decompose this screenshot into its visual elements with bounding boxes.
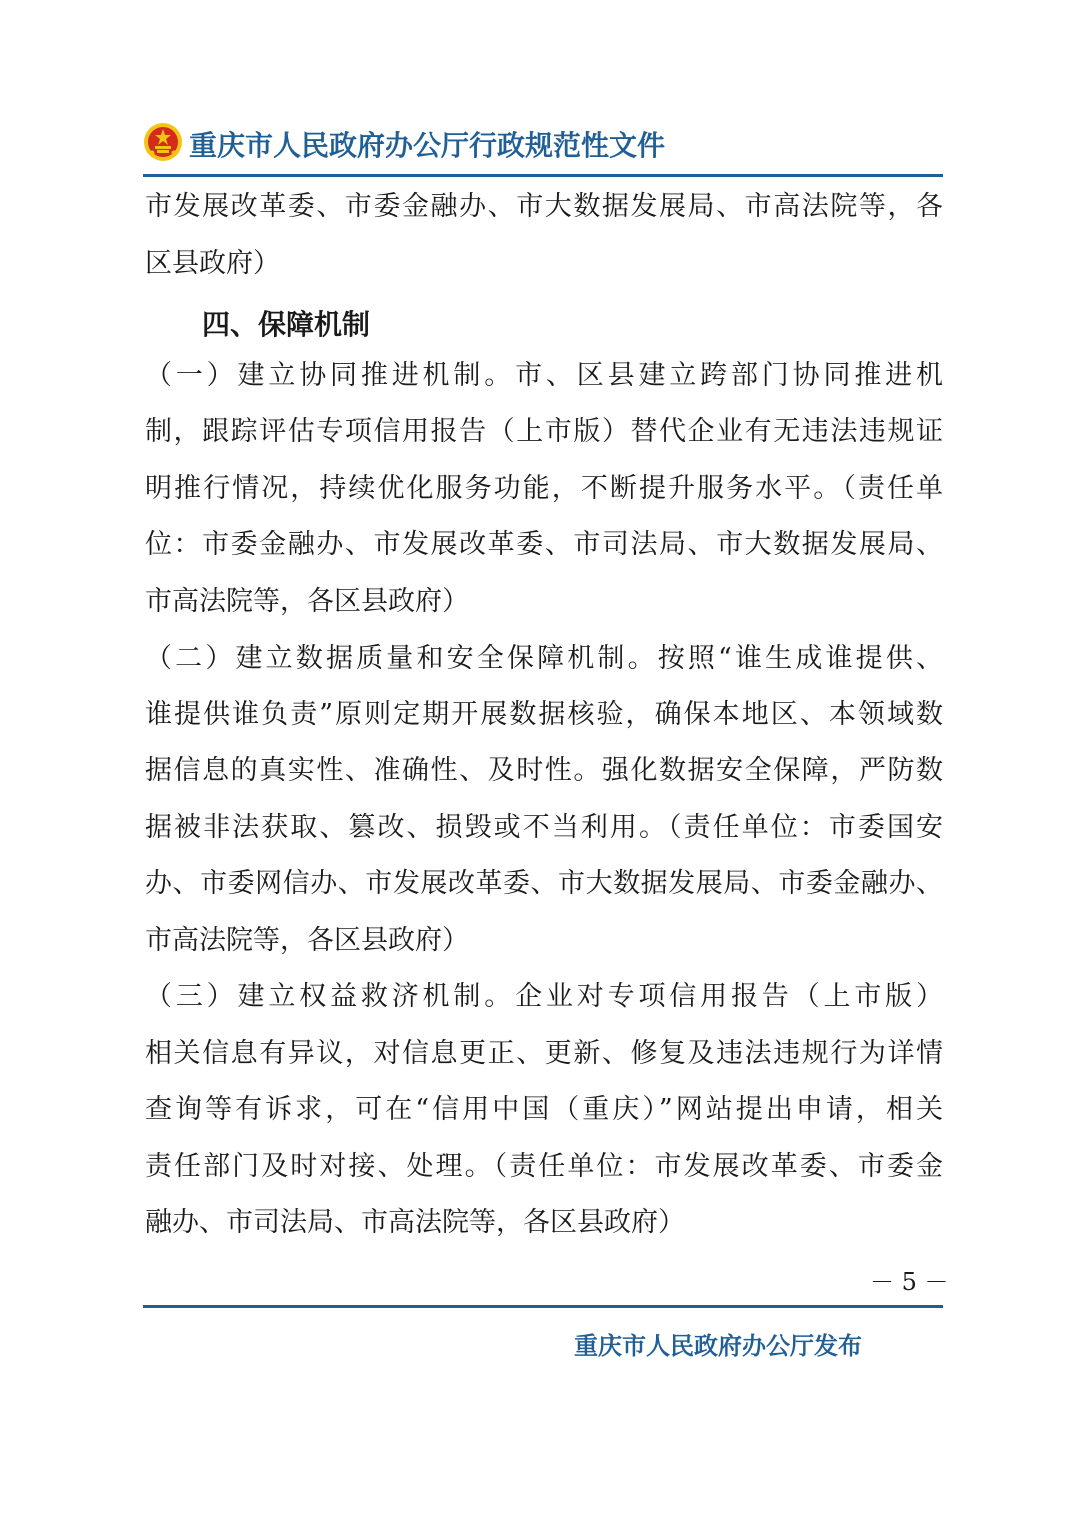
body-line: （二）建立数据质量和安全保障机制。按照“谁生成谁提供、: [145, 643, 943, 674]
national-emblem-icon: [143, 122, 183, 162]
body-line: 市高法院等，各区县政府）: [145, 925, 469, 956]
body-line: 明推行情况，持续优化服务功能，不断提升服务水平。（责任单: [145, 473, 943, 504]
page-number: － 5 －: [870, 1268, 949, 1296]
body-line: 相关信息有异议，对信息更正、更新、修复及违法违规行为详情: [145, 1038, 943, 1069]
body-line: 市发展改革委、市委金融办、市大数据发展局、市高法院等，各: [145, 191, 943, 222]
body-line: 市高法院等，各区县政府）: [145, 586, 469, 617]
body-line: 据被非法获取、篡改、损毁或不当利用。（责任单位：市委国安: [145, 812, 943, 843]
header-title: 重庆市人民政府办公厅行政规范性文件: [189, 129, 666, 162]
body-line: 责任部门及时对接、处理。（责任单位：市发展改革委、市委金: [145, 1151, 943, 1182]
footer-publisher: 重庆市人民政府办公厅发布: [574, 1332, 862, 1360]
section-heading: 四、保障机制: [202, 308, 371, 341]
header-divider: [143, 174, 943, 177]
body-line: 谁提供谁负责”原则定期开展数据核验，确保本地区、本领域数: [145, 699, 943, 730]
body-line: 据信息的真实性、准确性、及时性。强化数据安全保障，严防数: [145, 755, 943, 786]
footer-divider: [143, 1305, 943, 1308]
body-line: 办、市委网信办、市发展改革委、市大数据发展局、市委金融办、: [145, 868, 943, 899]
body-line: 融办、市司法局、市高法院等，各区县政府）: [145, 1207, 685, 1238]
document-header: [143, 118, 943, 178]
body-line: 位：市委金融办、市发展改革委、市司法局、市大数据发展局、: [145, 529, 943, 560]
body-line: 制，跟踪评估专项信用报告（上市版）替代企业有无违法违规证: [145, 416, 943, 447]
body-line: （三）建立权益救济机制。企业对专项信用报告（上市版）: [145, 981, 943, 1012]
body-line: （一）建立协同推进机制。市、区县建立跨部门协同推进机: [145, 360, 943, 391]
body-line: 查询等有诉求，可在“信用中国（重庆）”网站提出申请，相关: [145, 1094, 943, 1125]
body-line: 区县政府）: [145, 248, 280, 279]
